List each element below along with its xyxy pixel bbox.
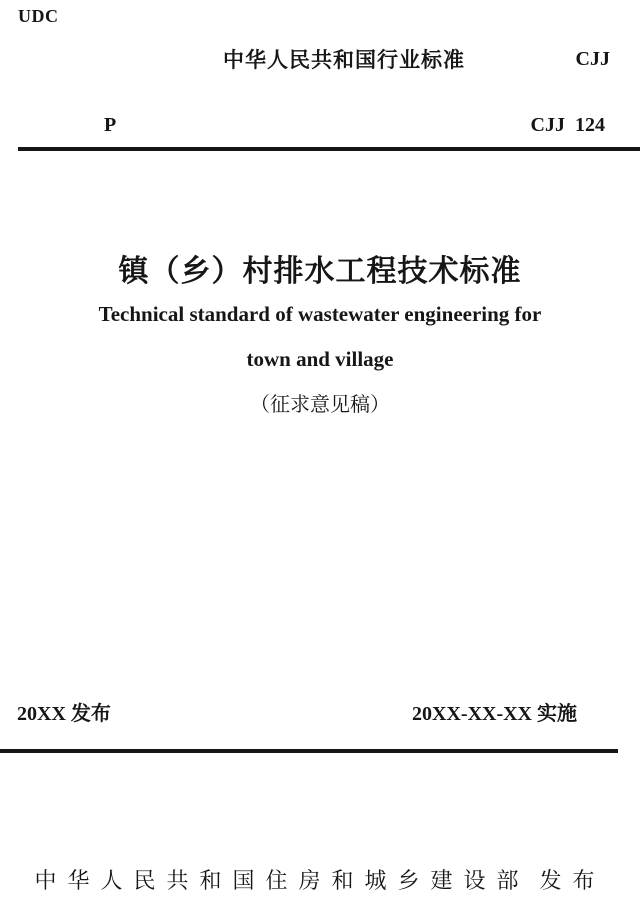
document-title-en-line1: Technical standard of wastewater engineering for [98, 302, 542, 326]
standard-type-heading: 中华人民共和国行业标准 [223, 49, 465, 72]
issue-date: 20XX 发布 [17, 703, 111, 725]
document-title-en-line2: town and village [246, 347, 394, 371]
publisher-action: 发布 [539, 868, 606, 893]
standard-number: CJJ 124 [530, 114, 605, 136]
header-divider-rule [18, 147, 640, 151]
publisher-name: 中华人民共和国住房和城乡建设部 [34, 868, 530, 893]
udc-label: UDC [18, 6, 59, 26]
draft-note: （征求意见稿） [250, 394, 390, 416]
classification-code: P [104, 114, 117, 136]
footer-divider-rule [0, 749, 618, 753]
publisher-line [0, 864, 640, 895]
effective-date: 20XX-XX-XX 实施 [412, 703, 577, 725]
standard-code: CJJ [575, 48, 610, 70]
document-title-zh: 镇（乡）村排水工程技术标准 [118, 255, 522, 288]
